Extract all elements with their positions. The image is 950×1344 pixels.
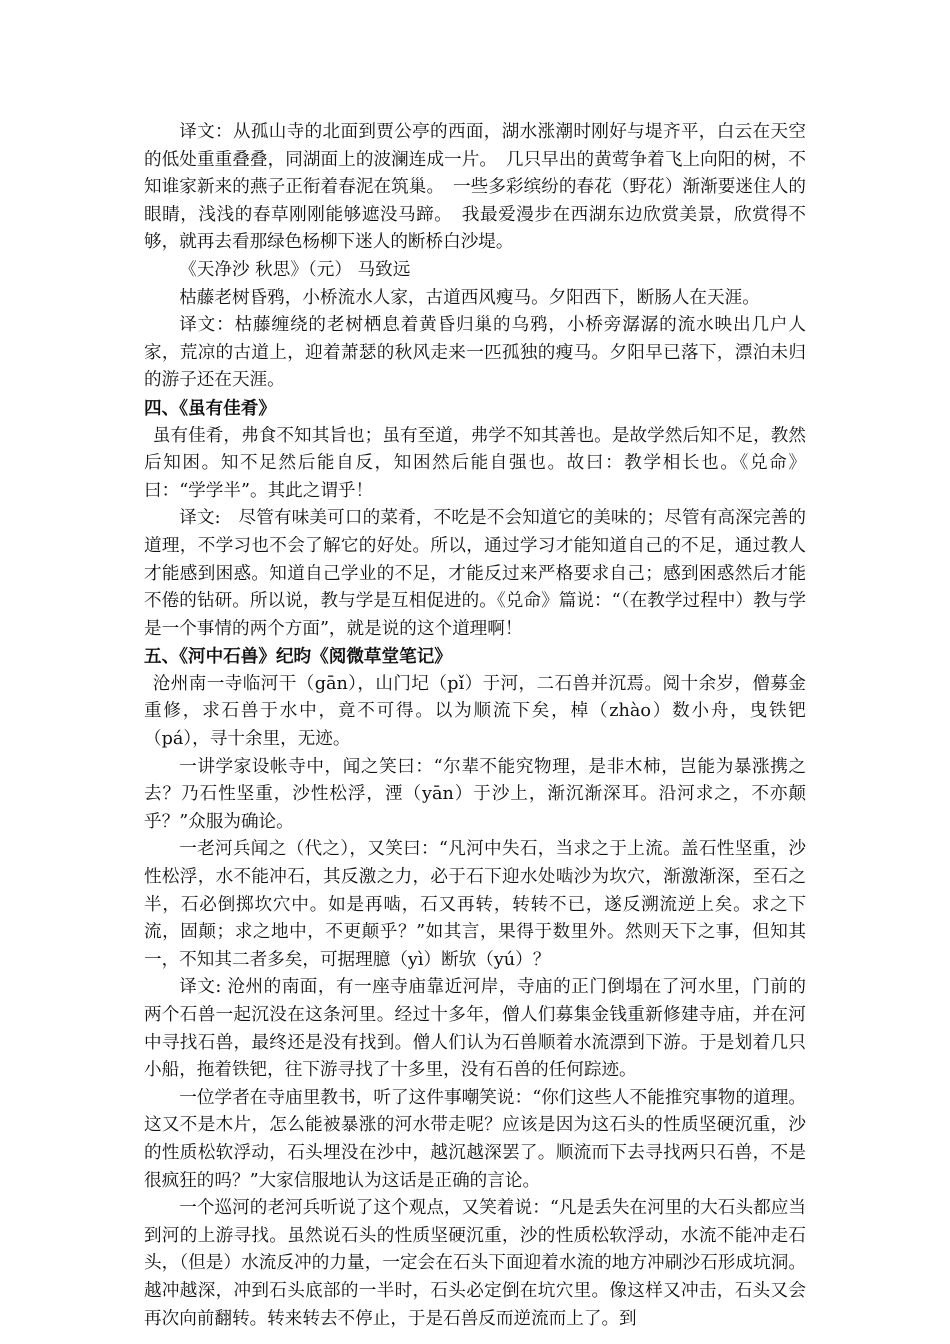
classical-text-paragraph: 沧州南一寺临河干（gān），山门圮（pǐ）于河，二石兽并沉焉。阅十余岁，僧募金重修，求石兽于水中，竟不可得。以为顺流下矣，棹（zhào）数小舟，曳铁钯（pá），寻十余里，无迹。: [144, 673, 806, 750]
translation-paragraph: 译文: 尽管有味美可口的菜肴，不吃是不会知道它的美味的；尽管有高深完善的道理，不学习也不会了解它的好处。所以，通过学习才能知道自己的不足，通过教人才能感到困惑。知道自己学业的不足，才能反过来严格要求自己；感到困惑然后才能不倦的钻研。所以说，教与学是互相促进的。《兑命》篇说：“（在教学过程中）教与学是一个事情的两个方面”，就是说的这个道理啊！: [144, 508, 806, 639]
section-heading: 五、《河中石兽》纪昀《阅微草堂笔记》: [144, 646, 452, 668]
translation-paragraph: 一个巡河的老河兵听说了这个观点，又笑着说：“凡是丢失在河里的大石头都应当到河的上游寻找。虽然说石头的性质坚硬沉重，沙的性质松软浮动，水流不能冲走石头，（但是）水流反冲的力量，一定会在石头下面迎着水流的地方冲刷沙石形成坑洞。越冲越深，冲到石头底部的一半时，石头必定倒在坑穴里。像这样又冲击，石头又会再次向前翻转。转来转去不停止，于是石兽反而逆流而上了。到: [144, 1198, 806, 1329]
translation-paragraph: 译文：枯藤缠绕的老树栖息着黄昏归巢的乌鸦，小桥旁潺潺的流水映出几户人家，荒凉的古道上，迎着萧瑟的秋风走来一匹孤独的瘦马。夕阳早已落下，漂泊未归的游子还在天涯。: [144, 315, 806, 391]
classical-text-paragraph: 一讲学家设帐寺中，闻之笑曰：“尔辈不能究物理，是非木柿，岂能为暴涨携之去？乃石性坚重，沙性松浮，湮（yān）于沙上，渐沉渐深耳。沿河求之，不亦颠乎？”众服为确论。: [144, 756, 806, 832]
translation-paragraph: 译文: 沧州的南面，有一座寺庙靠近河岸，寺庙的正门倒塌在了河水里，门前的两个石兽一起沉没在这条河里。经过十多年，僧人们募集金钱重新修建寺庙，并在河中寻找石兽，最终还是没有找到。僧人们认为石兽顺着水流漂到下游。于是划着几只小船，拖着铁钯，往下游寻找了十多里，没有石兽的任何踪迹。: [144, 977, 806, 1081]
section-heading: 四、《虽有佳肴》: [144, 397, 276, 419]
classical-text-paragraph: 一老河兵闻之（代之），又笑曰：“凡河中失石，当求之于上流。盖石性坚重，沙性松浮，水不能冲石，其反激之力，必于石下迎水处啮沙为坎穴，渐激渐深，至石之半，石必倒掷坎穴中。如是再啮，石又再转，转转不已，遂反溯流逆上矣。求之下流，固颠；求之地中，不更颠乎？”如其言，果得于数里外。然则天下之事，但知其一，不知其二者多矣，可据理臆（yì）断欤（yú）？: [144, 839, 806, 970]
translation-paragraph: 译文：从孤山寺的北面到贾公亭的西面，湖水涨潮时刚好与堤齐平，白云在天空的低处重重叠叠，同湖面上的波澜连成一片。 几只早出的黄莺争着飞上向阳的树，不知谁家新来的燕子正衔着春泥在筑巢。 一些多彩缤纷的春花（野花）渐渐要迷住人的眼睛，浅浅的春草刚刚能够遮没马蹄。 我最爱漫步在西湖东边欣赏美景，欣赏得不够，就再去看那绿色杨柳下迷人的断桥白沙堤。: [144, 122, 806, 253]
translation-paragraph: 一位学者在寺庙里教书，听了这件事嘲笑说：“你们这些人不能推究事物的道理。这又不是木片，怎么能被暴涨的河水带走呢？应该是因为这石头的性质坚硬沉重，沙的性质松软浮动，石头埋没在沙中，越沉越深罢了。顺流而下去寻找两只石兽，不是很疯狂的吗？”大家信服地认为这话是正确的言论。: [144, 1087, 806, 1191]
classical-text-paragraph: 虽有佳肴，弗食不知其旨也；虽有至道，弗学不知其善也。是故学然后知不足，教然后知困。知不足然后能自反，知困然后能自强也。故曰：教学相长也。《兑命》曰：“学学半”。其此之谓乎！: [144, 425, 806, 501]
poem-text: 枯藤老树昏鸦，小桥流水人家，古道西风瘦马。夕阳西下，断肠人在天涯。: [179, 287, 760, 308]
poem-title: 《天净沙 秋思》（元） 马致远: [179, 259, 411, 280]
document-page: [144, 119, 806, 1333]
